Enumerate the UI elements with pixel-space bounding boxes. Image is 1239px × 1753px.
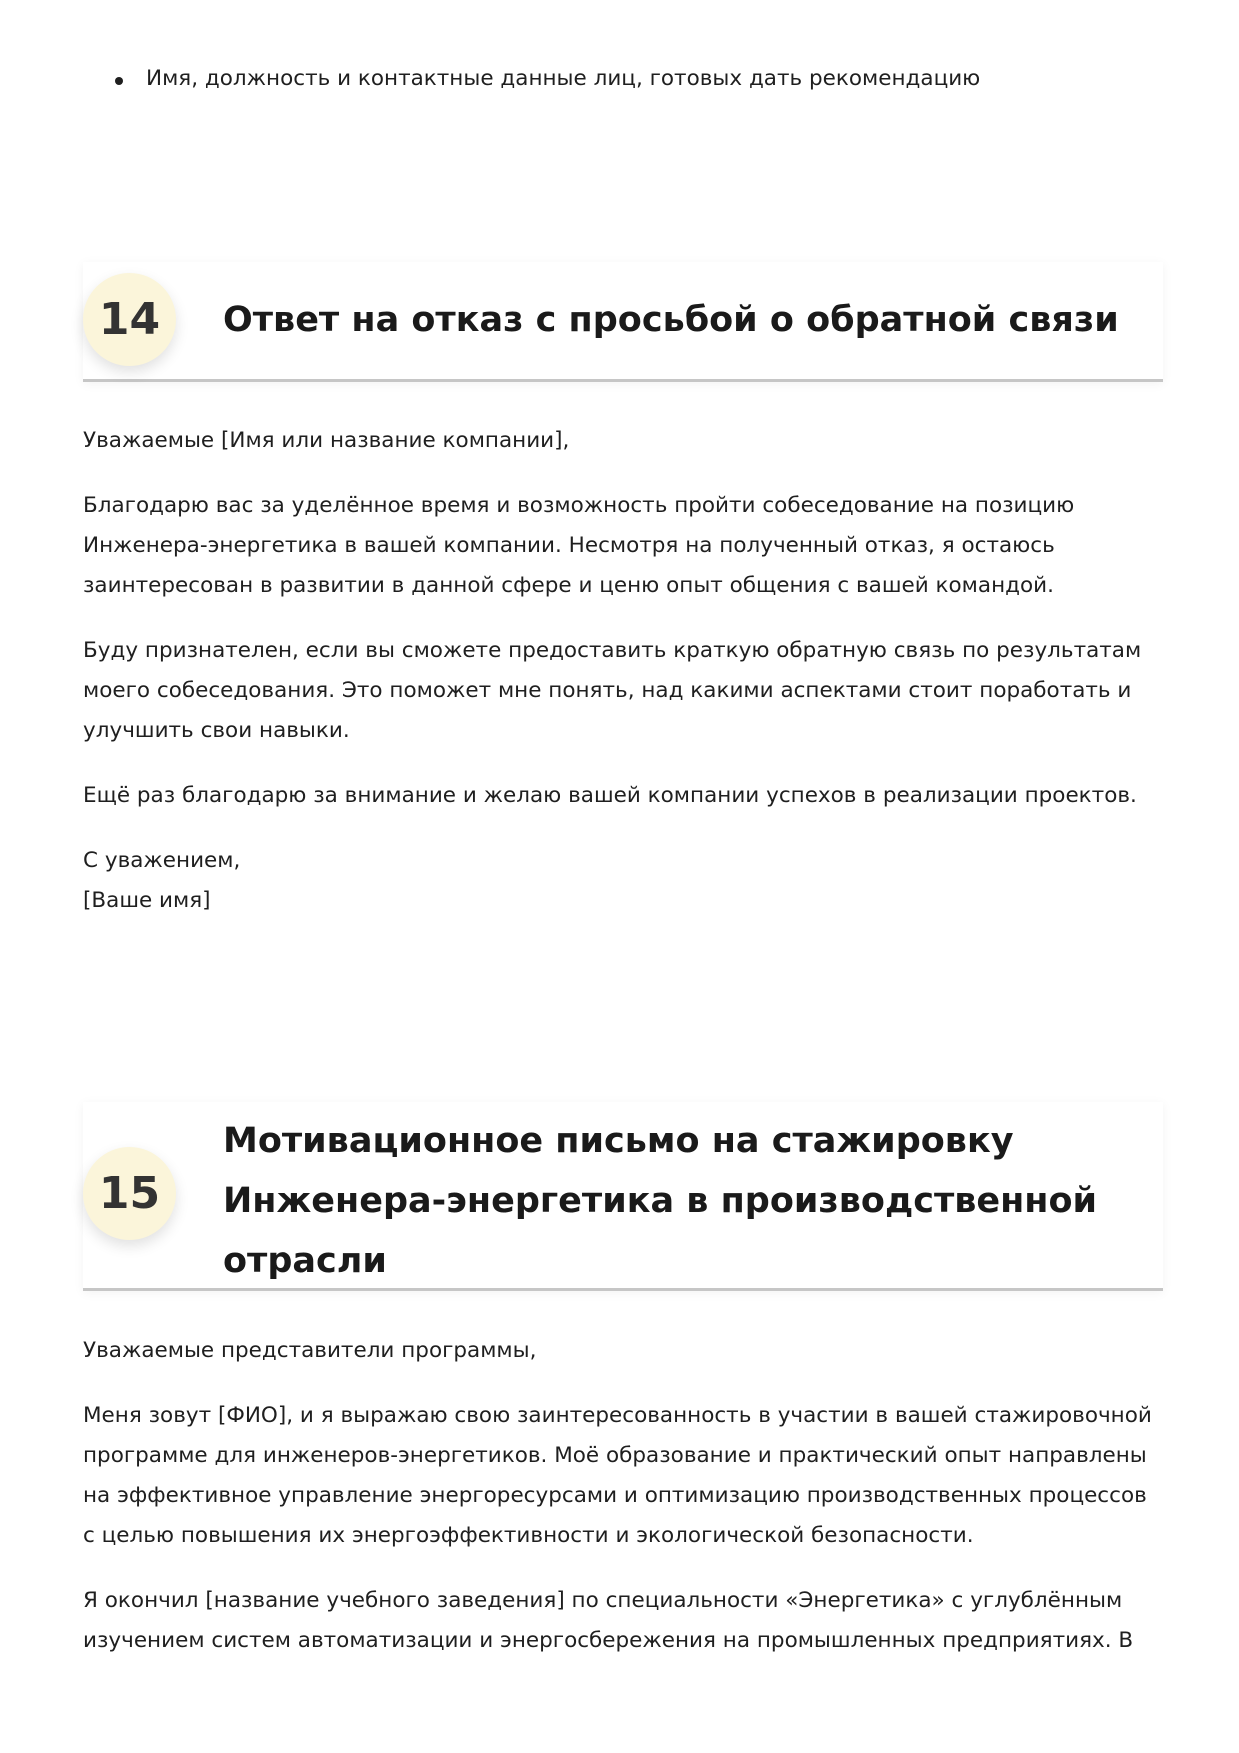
section-title: Мотивационное письмо на стажировку Инженера-энергетика в производственной отрасли (223, 1121, 1098, 1281)
section-number-badge: 14 (83, 273, 176, 366)
letter-signature: [Ваше имя] (83, 888, 211, 913)
letter-greeting: Уважаемые [Имя или название компании], (83, 428, 570, 453)
bullet-icon (115, 77, 123, 85)
section-header-15 (83, 1102, 1163, 1291)
letter-greeting: Уважаемые представители программы, (83, 1338, 537, 1363)
letter-closing: С уважением, (83, 848, 241, 873)
letter-paragraph: Я окончил [название учебного заведения] по специальности «Энергетика» с углублённым изучением систем автоматизации и энергосбережения на промышленных предприятиях. В (83, 1588, 1134, 1653)
letter-paragraph: Ещё раз благодарю за внимание и желаю вашей компании успехов в реализации проектов. (83, 783, 1137, 808)
letter-paragraph: Меня зовут [ФИО], и я выражаю свою заинтересованность в участии в вашей стажировочной программе для инженеров-энергетиков. Моё образование и практический опыт направлены на эффективное управление энергоресурсами и оптимизацию производственных процессов с целью повышения их энергоэффективности и экологической безопасности. (83, 1403, 1152, 1548)
list-item-text: Имя, должность и контактные данные лиц, готовых дать рекомендацию (146, 66, 981, 91)
letter-paragraph: Буду признателен, если вы сможете предоставить краткую обратную связь по результатам моего собеседования. Это поможет мне понять, над какими аспектами стоит поработать и улучшить свои навыки. (83, 638, 1142, 743)
letter-body-14 (83, 421, 1163, 946)
letter-signoff (83, 841, 1163, 921)
recommendations-list (83, 62, 980, 96)
section-number-badge: 15 (83, 1147, 176, 1240)
letter-paragraph: Благодарю вас за уделённое время и возможность пройти собеседование на позицию Инженера-энергетика в вашей компании. Несмотря на полученный отказ, я остаюсь заинтересован в развитии в данной сфере и ценю опыт общения с вашей командой. (83, 493, 1075, 598)
section-title: Ответ на отказ с просьбой о обратной связи (223, 300, 1119, 340)
list-item (83, 62, 980, 96)
section-header-14 (83, 262, 1163, 382)
letter-body-15 (83, 1331, 1163, 1686)
